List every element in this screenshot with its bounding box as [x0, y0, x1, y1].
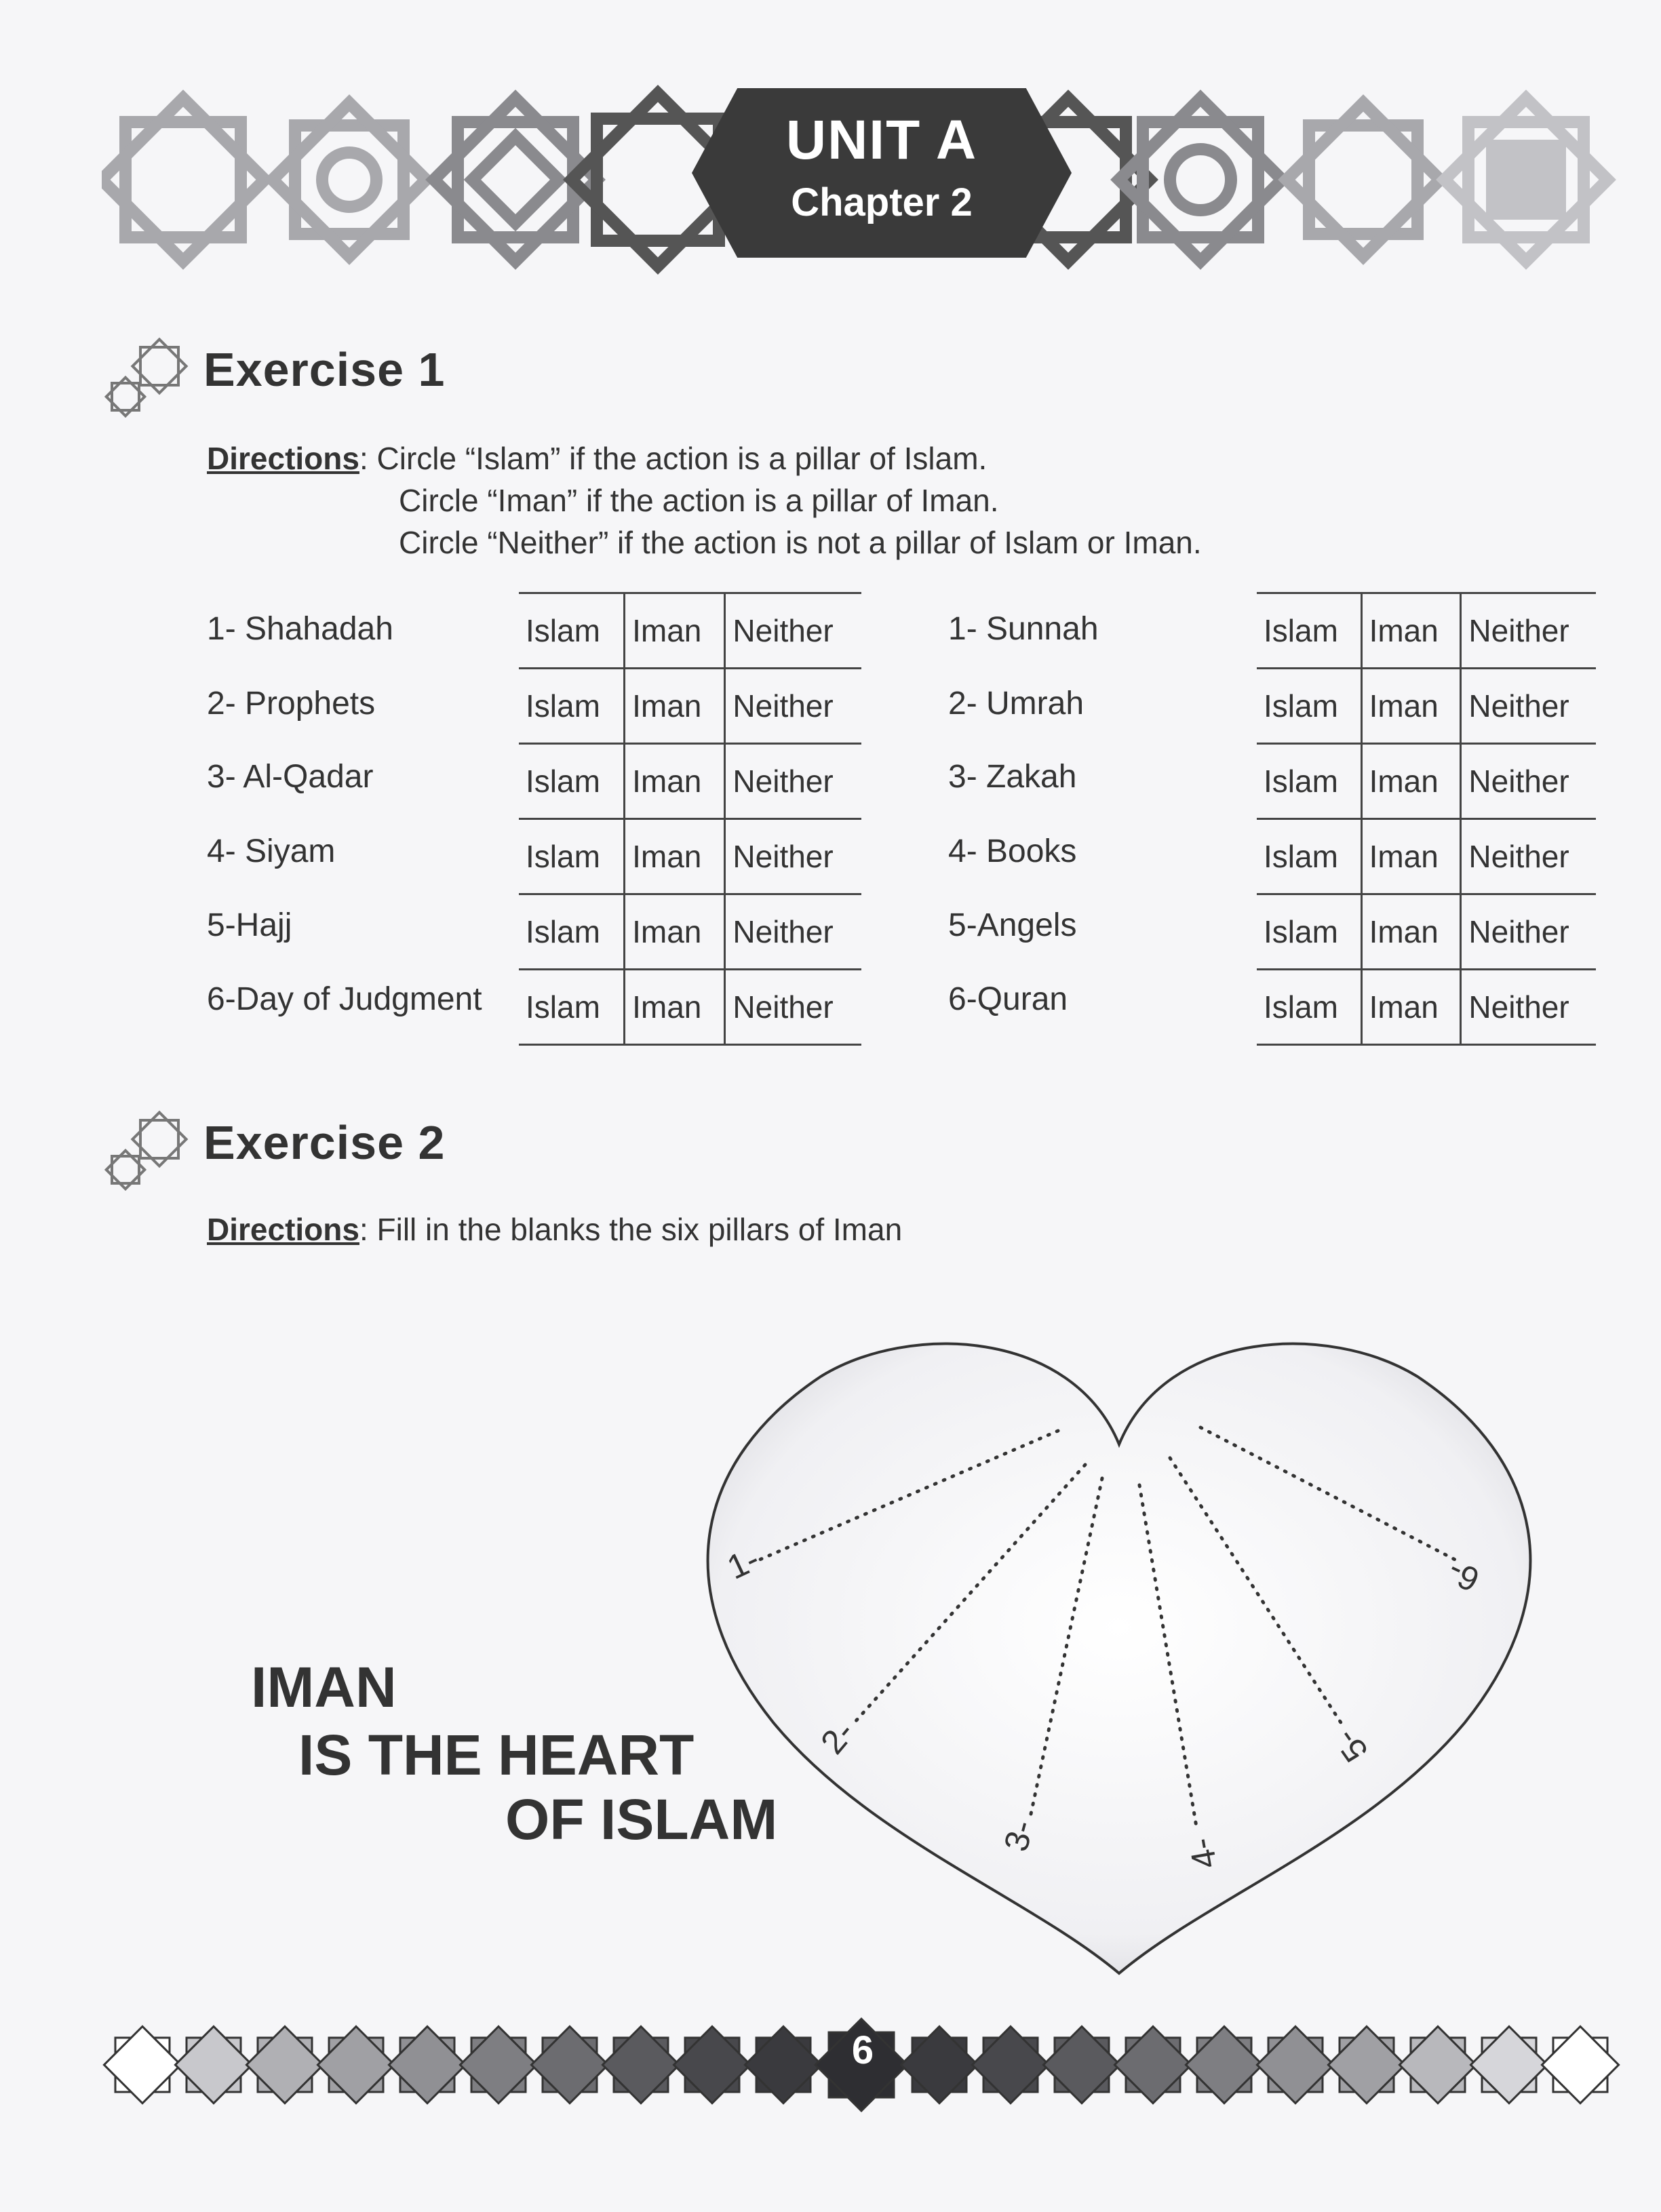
- right-item-2: 2- Umrah: [948, 686, 1084, 722]
- rosette-icon: [102, 1109, 190, 1197]
- unit-title: UNIT A: [785, 109, 978, 171]
- choice-neither[interactable]: Neither: [725, 593, 861, 669]
- table-row: [1257, 669, 1596, 744]
- choice-islam[interactable]: Islam: [519, 593, 625, 669]
- star-ornament-icon: [1119, 98, 1282, 261]
- chapter-title: Chapter 2: [791, 180, 973, 224]
- rosette-icon: [102, 336, 190, 424]
- heart-label-3: 3-: [996, 1816, 1042, 1855]
- table-row: [519, 970, 861, 1045]
- table-row: [1257, 744, 1596, 819]
- left-item-4: 4- Siyam: [207, 833, 336, 869]
- choice-iman[interactable]: Iman: [625, 894, 725, 970]
- heart-label-5: 5-: [1327, 1722, 1375, 1769]
- heart-label-6: 6-: [1441, 1552, 1485, 1600]
- choice-iman[interactable]: Iman: [1361, 970, 1461, 1045]
- choice-islam[interactable]: Islam: [519, 819, 625, 894]
- choice-iman[interactable]: Iman: [1361, 593, 1461, 669]
- choice-neither[interactable]: Neither: [725, 744, 861, 819]
- table-row: [519, 669, 861, 744]
- choice-neither[interactable]: Neither: [725, 669, 861, 744]
- heart-label-4: 4-: [1181, 1835, 1224, 1872]
- heart-diagram: [651, 1302, 1574, 1994]
- choice-islam[interactable]: Islam: [1257, 970, 1361, 1045]
- star-ornament-icon: [1287, 103, 1440, 256]
- choice-islam[interactable]: Islam: [1257, 669, 1361, 744]
- choice-neither[interactable]: Neither: [1461, 744, 1596, 819]
- choice-iman[interactable]: Iman: [1361, 894, 1461, 970]
- choice-neither[interactable]: Neither: [1461, 593, 1596, 669]
- table-row: [519, 744, 861, 819]
- heart-shape: [708, 1344, 1531, 1973]
- direction-text: Fill in the blanks the six pillars of Iman: [376, 1212, 903, 1247]
- right-item-4: 4- Books: [948, 833, 1077, 869]
- right-item-3: 3- Zakah: [948, 759, 1077, 795]
- direction-line-2: Circle “Iman” if the action is a pillar of Iman.: [399, 483, 999, 518]
- star-ornament-icon: [273, 103, 426, 256]
- star-ornament-icon: [102, 98, 265, 261]
- choice-islam[interactable]: Islam: [1257, 744, 1361, 819]
- heart-label-1: 1-: [721, 1539, 765, 1587]
- choice-neither[interactable]: Neither: [1461, 819, 1596, 894]
- choice-neither[interactable]: Neither: [725, 970, 861, 1045]
- table-row: [1257, 970, 1596, 1045]
- choice-islam[interactable]: Islam: [519, 970, 625, 1045]
- left-item-6: 6-Day of Judgment: [207, 981, 482, 1017]
- choice-islam[interactable]: Islam: [519, 744, 625, 819]
- exercise-2-directions: Directions: Fill in the blanks the six pillars of Iman: [207, 1212, 903, 1247]
- choice-islam[interactable]: Islam: [519, 669, 625, 744]
- choice-islam[interactable]: Islam: [1257, 593, 1361, 669]
- star-ornament-icon: [1445, 98, 1607, 261]
- page-number: 6: [851, 2028, 874, 2072]
- choice-iman[interactable]: Iman: [625, 593, 725, 669]
- directions-label: Directions: [207, 441, 359, 476]
- table-row: [519, 894, 861, 970]
- left-choice-table: [519, 592, 861, 1046]
- choice-islam[interactable]: Islam: [1257, 894, 1361, 970]
- left-item-2: 2- Prophets: [207, 686, 376, 722]
- choice-iman[interactable]: Iman: [625, 970, 725, 1045]
- choice-neither[interactable]: Neither: [1461, 970, 1596, 1045]
- choice-neither[interactable]: Neither: [1461, 669, 1596, 744]
- choice-iman[interactable]: Iman: [625, 819, 725, 894]
- choice-islam[interactable]: Islam: [519, 894, 625, 970]
- heart-label-2: 2-: [813, 1713, 862, 1762]
- left-item-5: 5-Hajj: [207, 907, 292, 943]
- left-item-1: 1- Shahadah: [207, 611, 393, 647]
- choice-neither[interactable]: Neither: [725, 894, 861, 970]
- choice-iman[interactable]: Iman: [1361, 669, 1461, 744]
- caption-line-2: IS THE HEART: [298, 1723, 695, 1787]
- direction-line-3: Circle “Neither” if the action is not a pillar of Islam or Iman.: [399, 525, 1202, 560]
- choice-islam[interactable]: Islam: [1257, 819, 1361, 894]
- choice-iman[interactable]: Iman: [1361, 819, 1461, 894]
- choice-neither[interactable]: Neither: [1461, 894, 1596, 970]
- table-row: [519, 593, 861, 669]
- right-item-5: 5-Angels: [948, 907, 1077, 943]
- right-item-6: 6-Quran: [948, 981, 1068, 1017]
- table-row: [1257, 819, 1596, 894]
- directions-label: Directions: [207, 1212, 359, 1247]
- right-item-1: 1- Sunnah: [948, 611, 1099, 647]
- direction-line-1: Circle “Islam” if the action is a pillar of Islam.: [376, 441, 988, 476]
- right-choice-table: [1257, 592, 1596, 1046]
- table-row: [1257, 593, 1596, 669]
- choice-iman[interactable]: Iman: [625, 744, 725, 819]
- exercise-1-title: Exercise 1: [203, 343, 446, 396]
- choice-iman[interactable]: Iman: [625, 669, 725, 744]
- caption-line-1: IMAN: [251, 1655, 397, 1719]
- table-row: [519, 819, 861, 894]
- caption-line-3: OF ISLAM: [505, 1788, 778, 1851]
- choice-neither[interactable]: Neither: [725, 819, 861, 894]
- left-item-3: 3- Al-Qadar: [207, 759, 374, 795]
- exercise-2-title: Exercise 2: [203, 1116, 446, 1169]
- exercise-1-directions: Directions: Circle “Islam” if the action is a pillar of Islam. Circle “Iman” if the action is a pillar of Iman. Circle “Neither” if the action is not a pillar of Islam or Iman.: [207, 437, 1360, 564]
- table-row: [1257, 894, 1596, 970]
- choice-iman[interactable]: Iman: [1361, 744, 1461, 819]
